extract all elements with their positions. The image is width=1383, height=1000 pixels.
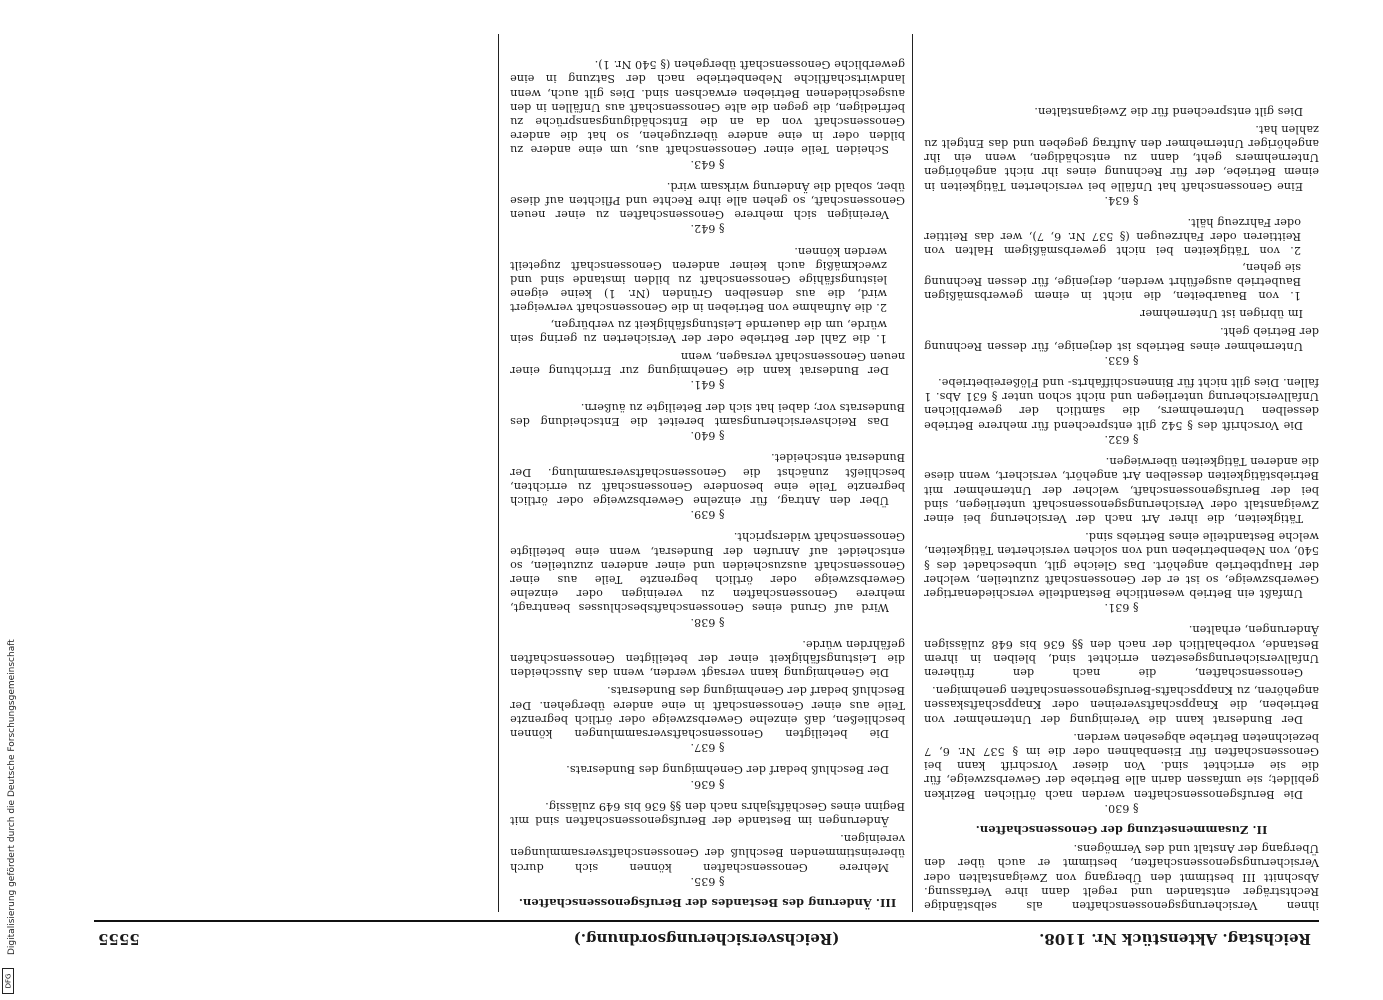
paragraph: Unternehmer eines Betriebs ist derjenige, für dessen Rechnung der Betrieb geht.: [924, 325, 1319, 353]
paragraph: Über den Antrag, für einzelne Gewerbszweige oder örtlich begrenzte Teile eine besondere Genossenschaft zu errichten, beschließt zunächst die Genossenschaftsversammlung. Der Bundesrat entscheidet.: [510, 451, 905, 507]
paragraph: Die Berufsgenossenschaften werden nach örtlichen Bezirken gebildet; sie umfassen darin alle Betriebe der Gewerbszweige, für die sie errichtet sind. Von dieser Vorschrift kann bei Genossenschaften für Eisenbahnen oder die im § 537 Nr. 6, 7 bezeichneten Betriebe abgesehen werden.: [924, 730, 1319, 801]
paragraph-number: § 642.: [690, 222, 725, 236]
paragraph-number: § 643.: [690, 157, 725, 171]
paragraph: Der Beschluß bedarf der Genehmigung des Bundesrats.: [566, 763, 889, 777]
paragraph: Die beteiligten Genossenschaftsversammlungen können beschließen, daß einzelne Gewerbszweige oder örtlich begrenzte Teile aus einer Genossenschaft in eine andere übergehen. Der Beschluß bedarf der Genehmigung des Bundesrats.: [510, 684, 905, 740]
text-column-left: [924, 99, 1319, 912]
numbered-list: [924, 215, 1301, 302]
paragraph-number: § 634.: [1104, 193, 1139, 207]
paragraph: Die Genehmigung kann versagt werden, wenn das Ausscheiden die Leistungsfähigkeit einer der beteiligten Genossenschaften gefährden würde.: [510, 637, 905, 680]
header-rule: [94, 920, 1319, 922]
paragraph-number: § 638.: [690, 615, 725, 629]
paragraph: Änderungen im Bestande der Berufsgenossenschaften sind mit Beginn eines Geschäftsjahrs nach den §§ 636 bis 649 zulässig.: [510, 799, 905, 827]
paragraph-number: § 631.: [1104, 601, 1139, 615]
header-title: Reichstag. Aktenstück Nr. 1108.: [1039, 930, 1311, 948]
header-subtitle: (Reichsversicherungsordnung.): [573, 930, 840, 948]
paragraph-number: § 639.: [690, 508, 725, 522]
paragraph-number: § 633.: [1104, 353, 1139, 367]
numbered-list: [510, 243, 887, 344]
paragraph: Genossenschaften, die nach den früheren Unfallversicherungsgesetzen errichtet sind, bleiben in ihrem Bestande, vorbehaltlich der nach den §§ 636 bis 648 zulässigen Änderungen, erhalten.: [924, 623, 1319, 679]
paragraph-number: § 630.: [1104, 801, 1139, 815]
paragraph: Tätigkeiten, die ihrer Art nach der Versicherung bei einer Zweiganstalt oder Versicherungsgenossenschaft unterliegen, sind bei der Berufsgenossenschaft, welcher der Unternehmer mit Betriebstätigkeiten desselben Art angehört, versichert, wenn diese die anderen Tätigkeiten überwiegen.: [924, 455, 1319, 525]
paragraph: ihnen Versicherungsgenossenschaften als selbständige Rechtsträger entstanden und regelt dann ihre Verfassung. Abschnitt III bestimmt den Übergang von Zweiganstalten oder Versicherungsgenossenschaften, bestimmt er auch über den Übergang der Anstalt und des Vermögens.: [924, 842, 1319, 912]
logo-text: DFG: [4, 973, 12, 989]
paragraph: Die Vorschrift des § 542 gilt entsprechend für mehrere Betriebe desselben Unternehmers, die sämtlich der gewerblichen Unfallversicherung unterliegen und nicht schon unter § 631 Abs. 1 fallen. Dies gilt nicht für Binnenschiffahrts- und Flößereibetriebe.: [924, 376, 1319, 432]
paragraph: Eine Genossenschaft hat Unfälle bei versicherten Tätigkeiten in einem Betriebe, der für Rechnung eines ihr nicht angehörigen Unternehmers geht, dann zu entschädigen, wenn ein ihr angehöriger Unternehmer den Auftrag gegeben und das Entgelt zu zahlen hat.: [924, 122, 1319, 193]
paragraph-number: § 641.: [690, 378, 725, 392]
paragraph-number: § 640.: [690, 429, 725, 443]
paragraph-number: § 636.: [690, 777, 725, 791]
list-item: 1. von Bauarbeiten, die nicht in einem gewerbsmäßigen Baubetrieb ausgeführt werden, derjenige, für dessen Rechnung sie gehen,: [924, 260, 1301, 303]
section-heading: II. Zusammensetzung der Genossenschaften.: [975, 822, 1268, 837]
paragraph: Mehrere Genossenschaften können sich durch übereinstimmenden Beschluß der Genossenschaftsversammlungen vereinigen.: [510, 832, 905, 874]
list-item: 2. von Tätigkeiten bei nicht gewerbsmäßigem Halten von Reittieren oder Fahrzeugen (§ 537 Nr. 6, 7), wer das Reittier oder Fahrzeug hält.: [924, 216, 1301, 258]
paragraph: Wird auf Grund eines Genossenschaftsbeschlusses beantragt, mehrere Genossenschaften zu vereinigen oder einzelne Gewerbszweige oder örtlich begrenzte Teile aus einer Genossenschaft auszuscheiden und einer anderen zuzuteilen, so entscheidet auf Anrufen der Bundesrat, wenn eine beteiligte Genossenschaft widerspricht.: [510, 530, 905, 615]
document-page: [94, 30, 1319, 950]
paragraph: Vereinigen sich mehrere Genossenschaften zu einer neuen Genossenschaft, so gehen alle ihre Rechte und Pflichten auf diese über, sobald die Änderung wirksam wird.: [510, 179, 905, 222]
column-divider: [912, 34, 913, 912]
paragraph-number: § 637.: [690, 741, 725, 755]
paragraph: Im übrigen ist Unternehmer: [1139, 307, 1303, 321]
column-divider: [498, 34, 499, 912]
running-header: [94, 924, 1319, 950]
digitization-note-text: Digitalisierung gefördert durch die Deutsche Forschungsgemeinschaft: [7, 639, 17, 955]
list-item: 1. die Zahl der Betriebe oder der Versicherten zu gering sein würde, um die dauernde Leistungsfähigkeit zu verbürgen,: [510, 317, 887, 345]
page-number: 5555: [98, 930, 140, 948]
paragraph-number: § 635.: [690, 874, 725, 888]
list-item: 2. die Aufnahme von Betrieben in die Genossenschaft verweigert wird, die aus denselben Gründen (Nr. 1) keine eigene leistungsfähige Genossenschaft zu bilden imstande sind und zweckmäßig auch keiner anderen Genossenschaft zugeteilt werden können.: [510, 244, 887, 315]
digitization-note: [2, 400, 17, 960]
paragraph: Dies gilt entsprechend für die Zweiganstalten.: [1034, 104, 1303, 118]
paragraph: Umfaßt ein Betrieb wesentliche Bestandteile verschiedenartiger Gewerbszweige, so ist er der Genossenschaft zuzuteilen, welcher der Hauptbetrieb angehört. Das Gleiche gilt, unbeschadet des § 540, von Nebenbetrieben und von solchen versicherten Tätigkeiten, welche Bestandteile eines Betriebs sind.: [924, 530, 1319, 600]
paragraph: Der Bundesrat kann die Vereinigung der Unternehmer von Betrieben, die Knappschaftsvereinen oder Knappschaftskassen angehören, zu Knappschafts-Berufsgenossenschaften genehmigen.: [924, 684, 1319, 726]
paragraph: Das Reichsversicherungsamt bereitet die Entscheidung des Bundesrats vor; dabei hat sich der Beteiligte zu äußern.: [510, 400, 905, 428]
section-heading: III. Änderung des Bestandes der Berufsgenossenschaften.: [518, 896, 897, 910]
dfg-logo: [2, 968, 14, 994]
paragraph: Scheiden Teile einer Genossenschaft aus, um eine andere zu bilden oder in eine andere überzugehen, so hat die andere Genossenschaft von da an die Entschädigungsansprüche zu befriedigen, die gegen die alte Genossenschaft aus Unfällen in den ausgeschiedenen Betrieben erwachsen sind. Dies gilt auch, wenn landwirtschaftliche Nebenbetriebe nach der Satzung in eine gewerbliche Genossenschaft übergehen (§ 540 Nr. 1).: [510, 58, 905, 157]
paragraph: Der Bundesrat kann die Genehmigung zur Errichtung einer neuen Genossenschaft versagen, wenn: [510, 350, 905, 378]
text-column-middle: [510, 53, 905, 912]
paragraph-number: § 632.: [1104, 432, 1139, 446]
